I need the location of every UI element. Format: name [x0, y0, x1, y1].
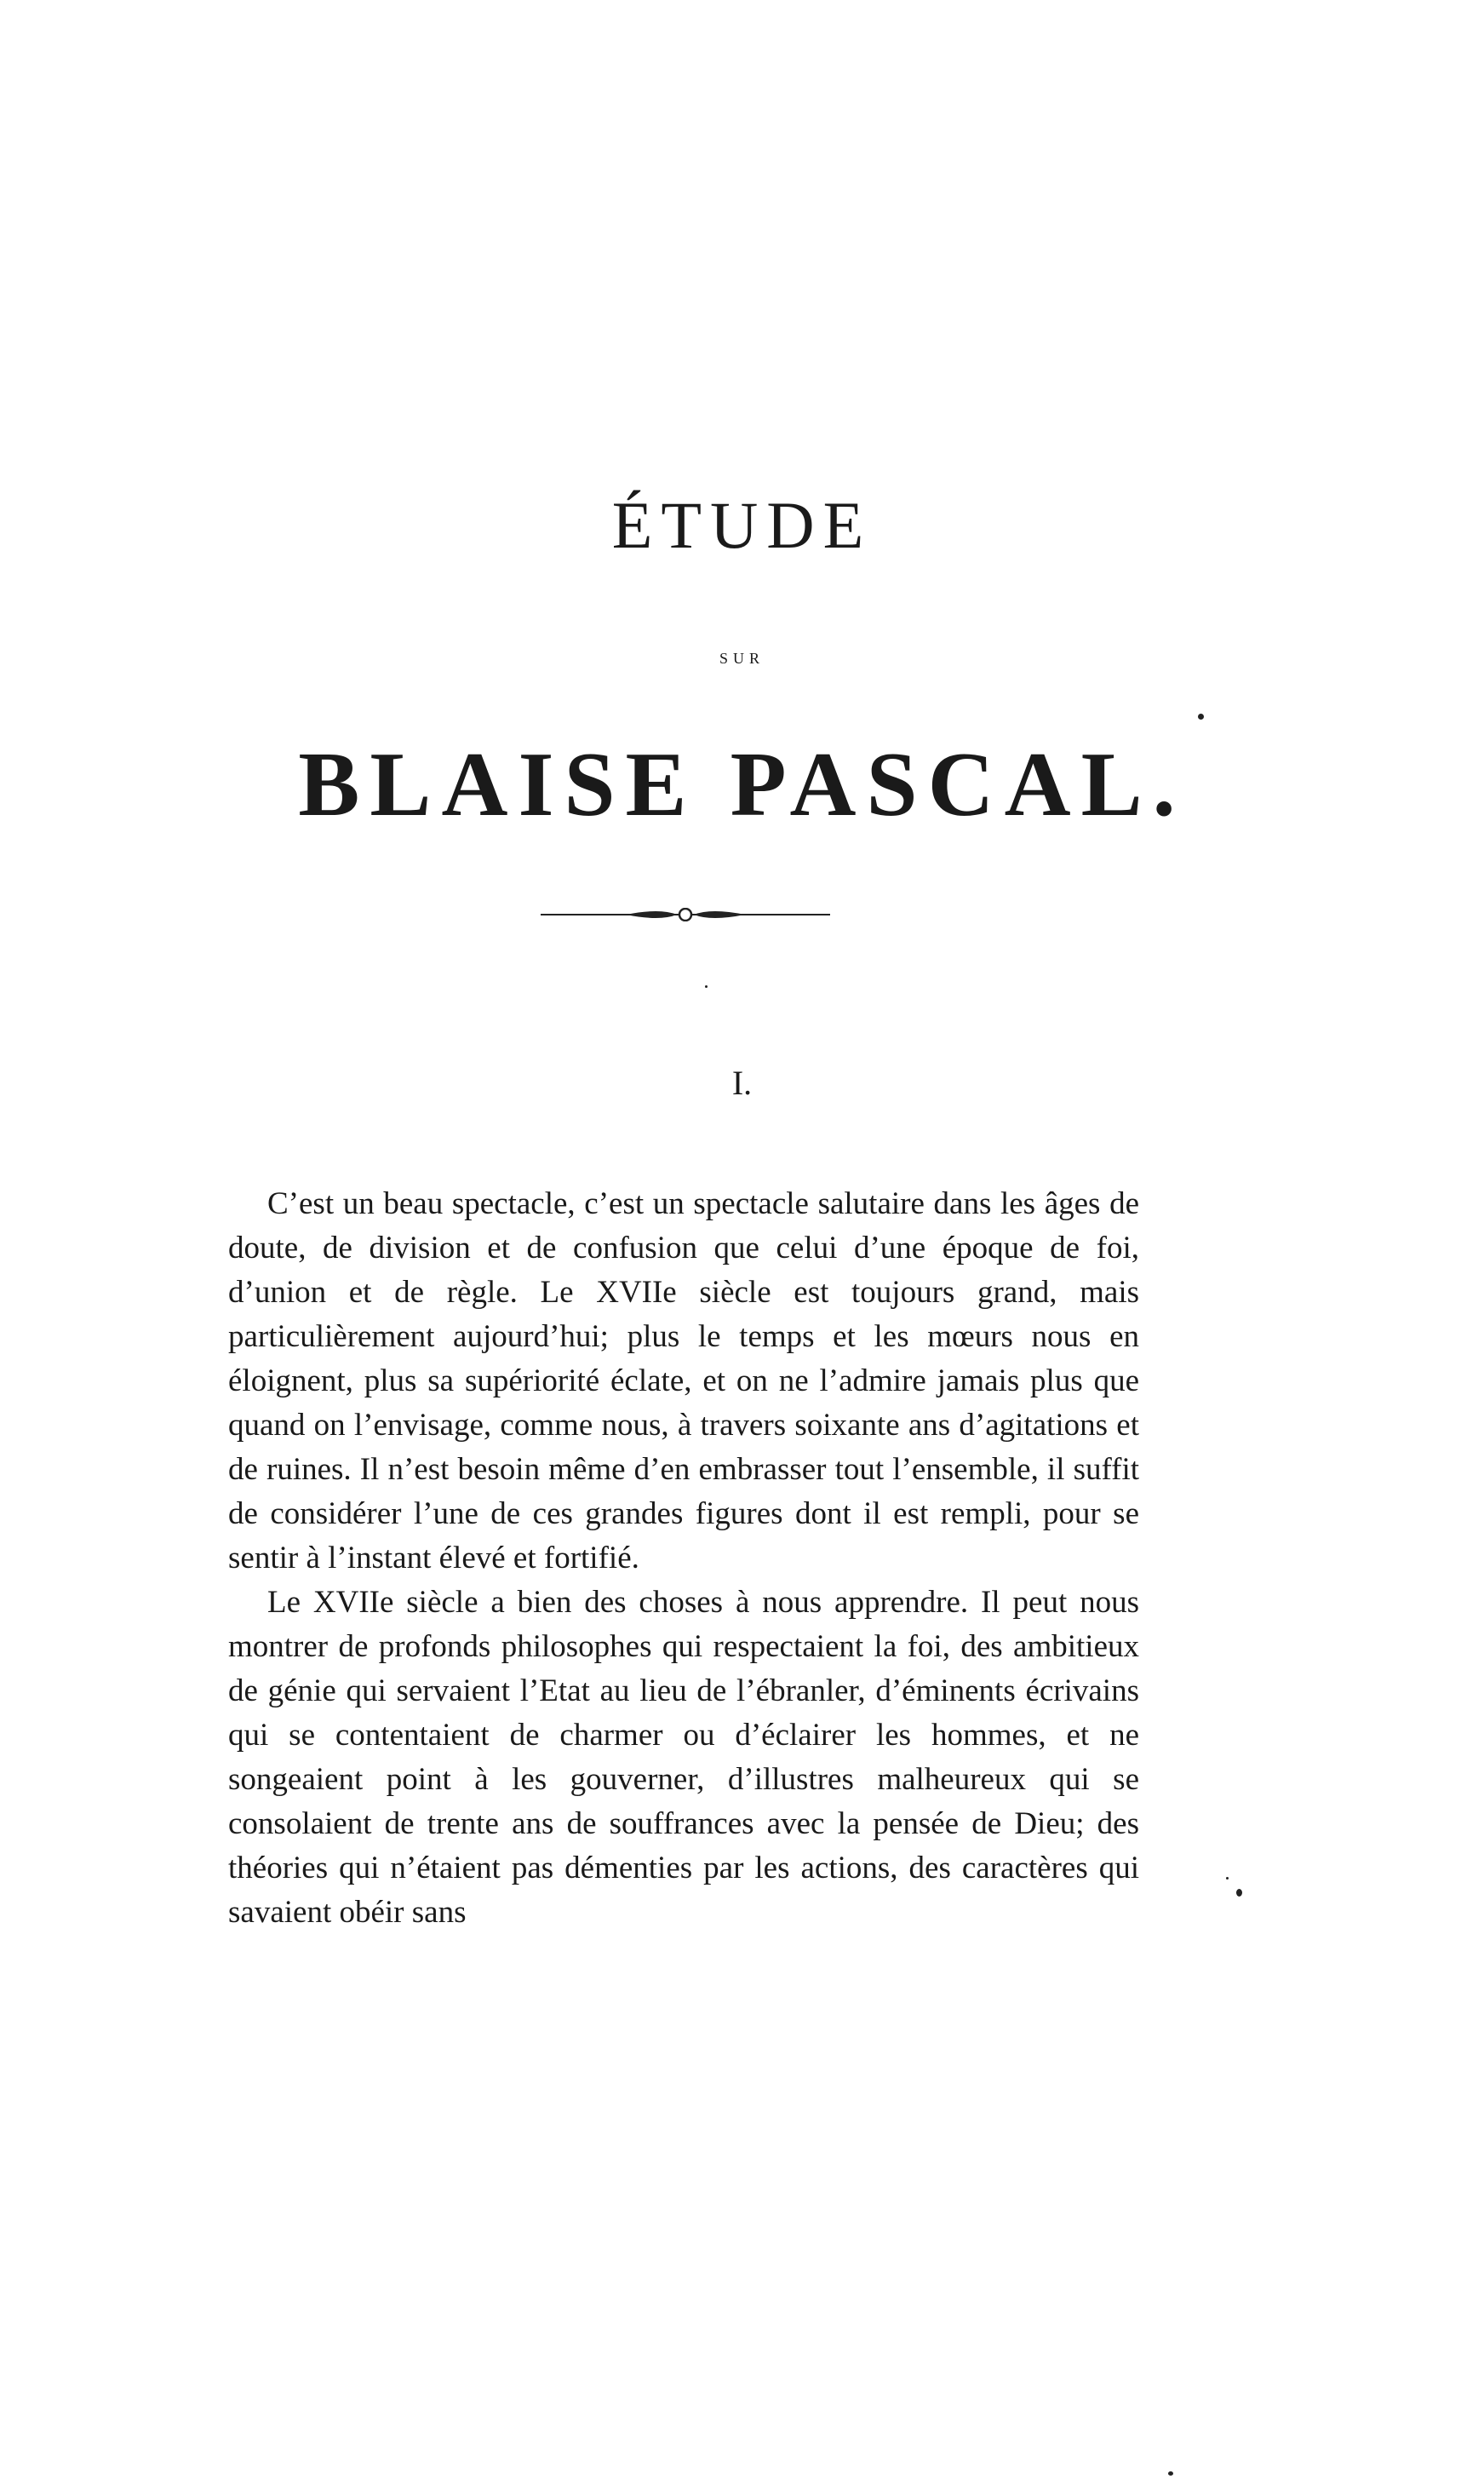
- paragraph-1: C’est un beau spectacle, c’est un spectacle salutaire dans les âges de doute, de division et de confusion que celui d’une époque de foi, d’union et de règle. Le XVIIe siècle est toujours grand, mais particulièrement aujourd’hui; plus le temps et les mœurs nous en éloignent, plus sa supériorité éclate, et on ne l’admire jamais plus que quand on l’envisage, comme nous, à travers soixante ans d’agitations et de ruines. Il n’est besoin même d’en embrasser tout l’ensemble, il suffit de considérer l’une de ces grandes figures dont il est rempli, pour se sentir à l’instant élevé et fortifié.: [228, 1186, 1139, 1575]
- section-number: I.: [731, 1064, 753, 1102]
- main-title: BLAISE PASCAL.: [298, 734, 1186, 835]
- scan-speck: [1168, 2471, 1173, 2476]
- scan-speck: [1226, 1877, 1229, 1880]
- paragraph-2: Le XVIIe siècle a bien des choses à nous apprendre. Il peut nous montrer de profonds philosophes qui respectaient la foi, des ambitieux de génie qui servaient l’Etat au lieu de l’ébranler, d’éminents écrivains qui se contentaient de charmer ou d’éclairer les hommes, et ne songeaient point à les gouverner, d’illustres malheureux qui se consolaient de trente ans de souffrances avec la pensée de Dieu; des théories qui n’étaient pas démenties par les actions, des caractères qui savaient obéir sans: [228, 1585, 1139, 1930]
- scan-speck: [705, 985, 708, 988]
- scan-speck: [1198, 714, 1204, 720]
- scan-speck: [1236, 1889, 1242, 1897]
- body-text: [228, 1182, 1139, 1935]
- title-connector: SUR: [719, 650, 765, 667]
- ornament-divider-icon: [541, 908, 830, 921]
- page-title: ÉTUDE: [611, 488, 873, 562]
